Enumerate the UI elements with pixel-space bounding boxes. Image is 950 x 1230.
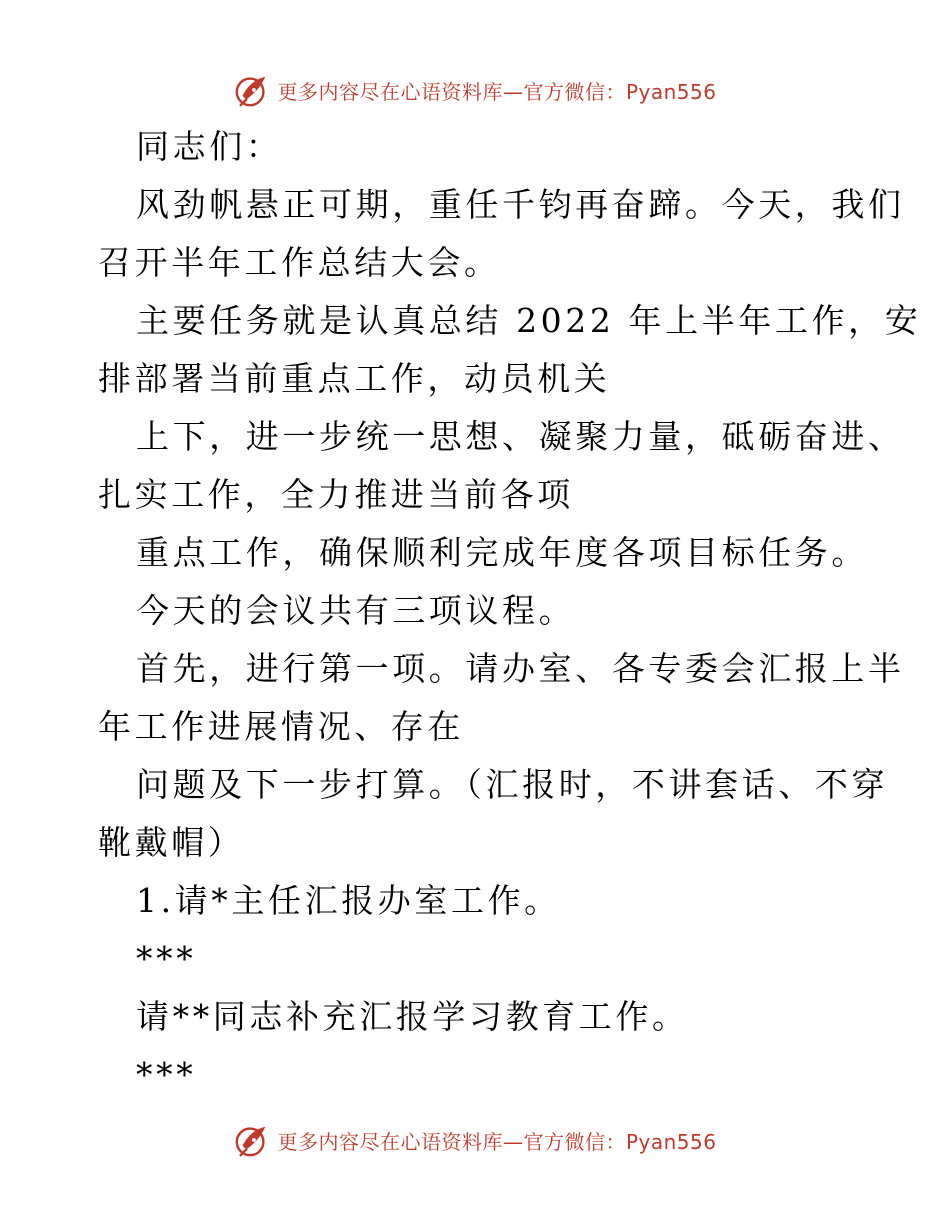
paragraph-line: *** [136,939,197,978]
paragraph-line: 上下，进一步统一思想、凝聚力量，砥砺奋进、 [136,417,905,456]
paragraph-line: 排部署当前重点工作，动员机关 [98,359,611,398]
paragraph-line: 主要任务就是认真总结 2022 年上半年工作，安 [136,301,922,340]
watermark-text: 更多内容尽在心语资料库—官方微信：Pyan556 [277,1129,717,1154]
paragraph-line: 重点工作，确保顺利完成年度各项目标任务。 [136,533,868,572]
paragraph-line: 今天的会议共有三项议程。 [136,591,576,630]
paragraph-line: 扎实工作，全力推进当前各项 [98,475,574,514]
paragraph-line: 同志们： [136,127,283,166]
header-watermark-banner [0,68,950,112]
watermark-text: 更多内容尽在心语资料库—官方微信：Pyan556 [277,79,717,104]
paragraph-line: 问题及下一步打算。（汇报时，不讲套话、不穿 [136,765,889,804]
paragraph-line: 首先，进行第一项。请办室、各专委会汇报上半 [136,649,905,688]
paragraph-line: 召开半年工作总结大会。 [98,243,501,282]
paragraph-line: 风劲帆悬正可期，重任千钧再奋蹄。今天，我们 [136,185,905,224]
pen-logo-icon [233,71,271,109]
paragraph-line: 靴戴帽） [98,823,245,862]
paragraph-line: 年工作进展情况、存在 [98,707,464,746]
paragraph-line: 请**同志补充汇报学习教育工作。 [136,997,689,1036]
paragraph-line: 1.请*主任汇报办室工作。 [136,881,561,920]
document-body [98,118,922,1104]
paragraph-line: *** [136,1055,197,1094]
footer-watermark-banner [0,1118,950,1162]
pen-logo-icon [233,1121,271,1159]
